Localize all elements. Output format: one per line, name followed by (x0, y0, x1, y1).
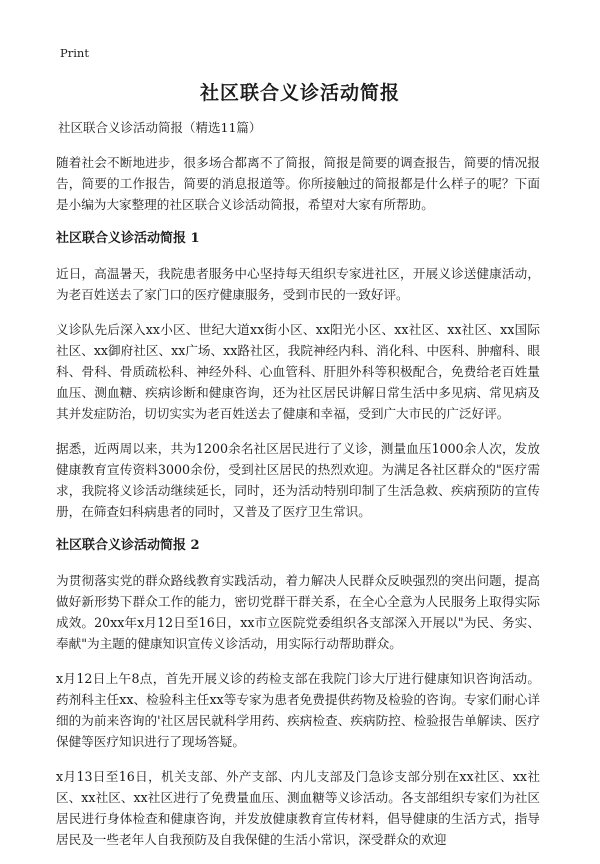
page-title: 社区联合义诊活动简报 (199, 82, 400, 104)
document-subtitle: 社区联合义诊活动简报（精选11篇） (58, 120, 262, 135)
paragraph: 据悉，近两周以来，共为1200余名社区居民进行了义诊，测量血压1000余人次，发放健康教育宣传资料3000余份，受到社区居民的热烈欢迎。为满足各社区群众的"医疗需求，我院将义诊活动继续延长，同时，还为活动特别印制了生活急救、疾病预防的宣传册，在筛查妇科病患者的同时，又普及了医疗卫生常识。 (56, 441, 540, 519)
paragraph: 近日，高温暑天，我院患者服务中心坚持每天组织专家进社区，开展义诊送健康活动，为老百姓送去了家门口的医疗健康服务，受到市民的一致好评。 (56, 266, 540, 302)
section-heading: 社区联合义诊活动简报 1 (56, 231, 200, 246)
document-body (56, 118, 540, 864)
intro-paragraph: 随着社会不断地进步，很多场合都离不了简报，简报是简要的调查报告，简要的情况报告，简要的工作报告，简要的消息报道等。你所接触过的简报都是什么样子的呢？下面是小编为大家整理的社区联合义诊活动简报，希望对大家有所帮助。 (56, 155, 540, 212)
paragraph: 义诊队先后深入xx小区、世纪大道xx街小区、xx阳光小区、xx社区、xx社区、xx国际社区、xx御府社区、xx广场、xx路社区，我院神经内科、消化科、中医科、肿瘤科、眼科、骨科、骨质疏松科、神经外科、心血管科、肝胆外科等积极配合，免费给老百姓量血压、测血糖、疾病诊断和健康咨询，还为社区居民讲解日常生活中多见病、常见病及其并发症防治，切切实实为老百姓送去了健康和幸福，受到广大市民的广泛好评。 (56, 322, 540, 421)
paragraph: x月13日至16日，机关支部、外产支部、内儿支部及门急诊支部分别在xx社区、xx社区、xx社区、xx社区进行了免费量血压、测血糖等义诊活动。各支部组织专家们为社区居民进行身体检查和健康咨询，并发放健康教育宣传材料，倡导健康的生活方式，指导居民及一些老年人自我预防及自我保健的生活小常识，深受群众的欢迎 (56, 769, 540, 847)
section-heading: 社区联合义诊活动简报 2 (56, 538, 200, 553)
paragraph: x月12日上午8点，首先开展义诊的药检支部在我院门诊大厅进行健康知识咨询活动。药剂科主任xx、检验科主任xx等专家为患者免费提供药物及检验的咨询。专家们耐心详细的为前来咨询的'社区居民就科学用药、疾病检查、疾病防控、检验报告单解读、医疗保健等医疗知识进行了现场答疑。 (56, 671, 540, 749)
paragraph: 为贯彻落实党的群众路线教育实践活动，着力解决人民群众反映强烈的突出问题，提高做好新形势下群众工作的能力，密切党群干群关系，在全心全意为人民服务上取得实际成效。20xx年x月12日至16日，xx市立医院党委组织各支部深入开展以"为民、务实、奉献"为主题的健康知识宣传义诊活动，用实际行动帮助群众。 (56, 573, 540, 651)
print-link[interactable]: Print (60, 46, 89, 60)
